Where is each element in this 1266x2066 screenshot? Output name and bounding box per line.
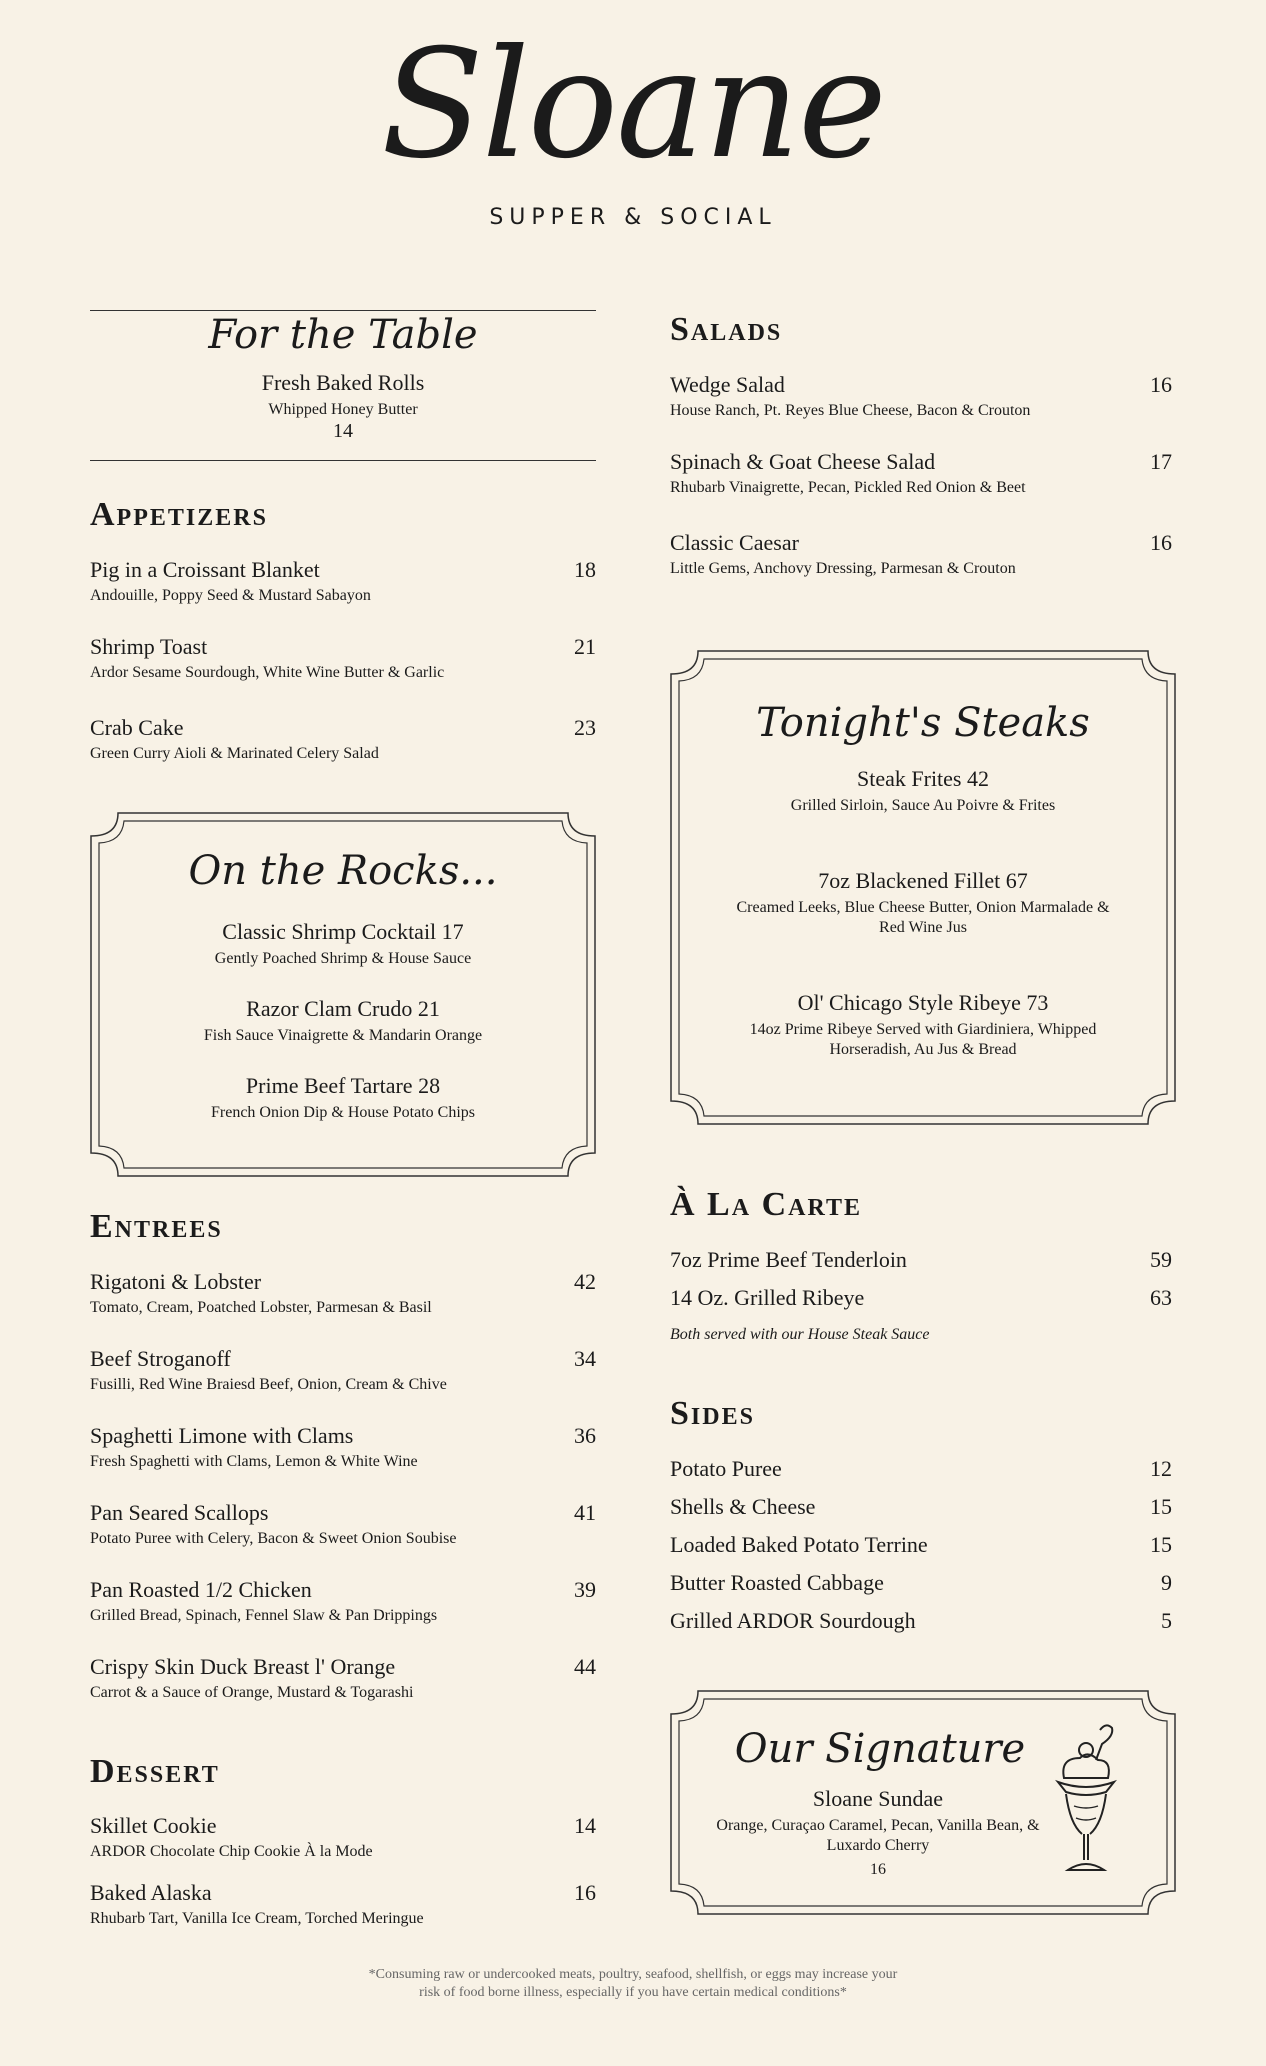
disclaimer-line-1: *Consuming raw or undercooked meats, poultry, seafood, shellfish, or eggs may increase your	[368, 1967, 898, 1982]
item-name: Beef Stroganoff	[90, 1346, 231, 1371]
item-price: 16	[574, 1880, 596, 1905]
for-the-table-item	[90, 370, 596, 443]
item-price: 42	[574, 1269, 596, 1294]
appetizers-heading: Appetizers	[90, 496, 268, 533]
menu-item	[670, 1532, 1172, 1558]
item-price: 23	[574, 715, 596, 740]
menu-item	[730, 868, 1116, 938]
item-desc: Tomato, Cream, Poatched Lobster, Parmesan & Basil	[90, 1299, 432, 1316]
item-price: 12	[1150, 1456, 1172, 1481]
item-name: Grilled ARDOR Sourdough	[670, 1608, 916, 1633]
a-la-carte-note: Both served with our House Steak Sauce	[670, 1326, 930, 1343]
menu-item	[90, 1423, 596, 1471]
entrees-heading: Entrees	[90, 1208, 223, 1245]
divider	[90, 460, 596, 461]
menu-item	[670, 372, 1172, 420]
right-column	[670, 0, 1172, 2066]
menu-item	[670, 530, 1172, 578]
signature-box	[670, 1690, 1176, 1915]
menu-item	[90, 634, 596, 682]
item-desc: Fusilli, Red Wine Braiesd Beef, Onion, Cream & Chive	[90, 1376, 447, 1393]
item-name: 7oz Blackened Fillet 67	[818, 868, 1028, 893]
item-desc: Green Curry Aioli & Marinated Celery Salad	[90, 745, 379, 762]
item-name: Wedge Salad	[670, 372, 785, 397]
item-price: 34	[574, 1346, 596, 1371]
item-price: 16	[1150, 530, 1172, 555]
sides-heading: Sides	[670, 1395, 755, 1432]
item-desc: French Onion Dip & House Potato Chips	[211, 1104, 475, 1121]
item-name: Razor Clam Crudo 21	[246, 996, 440, 1021]
menu-item	[90, 1654, 596, 1702]
item-name: Butter Roasted Cabbage	[670, 1570, 884, 1595]
item-price: 36	[574, 1423, 596, 1448]
sundae-icon	[1040, 1720, 1130, 1885]
menu-item	[670, 1456, 1172, 1482]
item-name: Pan Seared Scallops	[90, 1500, 269, 1525]
menu-item	[90, 1073, 596, 1123]
item-desc: Grilled Bread, Spinach, Fennel Slaw & Pan Drippings	[90, 1607, 438, 1624]
menu-item	[670, 1247, 1172, 1273]
brand-logo: Sloane	[381, 18, 885, 192]
for-the-table-title: For the Table	[208, 312, 478, 358]
menu-item	[730, 990, 1116, 1060]
menu-item	[90, 715, 596, 763]
menu-item	[730, 766, 1116, 816]
item-price: 18	[574, 557, 596, 582]
item-name: Steak Frites 42	[857, 766, 989, 791]
dessert-heading: Dessert	[90, 1753, 220, 1790]
item-desc: Andouille, Poppy Seed & Mustard Sabayon	[90, 587, 371, 604]
menu-item	[90, 1269, 596, 1317]
item-desc: Creamed Leeks, Blue Cheese Butter, Onion Marmalade & Red Wine Jus	[736, 899, 1110, 936]
menu-item	[90, 1813, 596, 1861]
item-desc: Potato Puree with Celery, Bacon & Sweet Onion Soubise	[90, 1530, 457, 1547]
item-desc: Rhubarb Tart, Vanilla Ice Cream, Torched Meringue	[90, 1910, 424, 1927]
item-desc: Ardor Sesame Sourdough, White Wine Butter & Garlic	[90, 664, 445, 681]
item-price: 14	[333, 420, 353, 442]
item-name: 7oz Prime Beef Tenderloin	[670, 1247, 907, 1272]
item-price: 16	[1150, 372, 1172, 397]
item-desc: Gently Poached Shrimp & House Sauce	[214, 950, 472, 967]
on-the-rocks-title: On the Rocks...	[188, 848, 498, 894]
item-name: Fresh Baked Rolls	[261, 370, 425, 395]
item-desc: Carrot & a Sauce of Orange, Mustard & Togarashi	[90, 1684, 414, 1701]
menu-item	[90, 1880, 596, 1928]
item-price: 15	[1150, 1494, 1172, 1519]
steaks-box	[670, 650, 1176, 1125]
item-name: Classic Shrimp Cocktail 17	[222, 919, 464, 944]
item-price: 15	[1150, 1532, 1172, 1557]
item-desc: ARDOR Chocolate Chip Cookie À la Mode	[90, 1843, 373, 1860]
item-name: Rigatoni & Lobster	[90, 1269, 262, 1294]
menu-item	[670, 449, 1172, 497]
item-desc: Orange, Curaçao Caramel, Pecan, Vanilla Bean, & Luxardo Cherry	[716, 1817, 1040, 1854]
item-name: Crispy Skin Duck Breast l' Orange	[90, 1654, 396, 1679]
salads-heading: Salads	[670, 311, 783, 348]
item-price: 63	[1150, 1285, 1172, 1310]
item-price: 59	[1150, 1247, 1172, 1272]
menu-item	[670, 1494, 1172, 1520]
menu-item	[90, 1577, 596, 1625]
steaks-title: Tonight's Steaks	[756, 700, 1090, 746]
item-name: 14 Oz. Grilled Ribeye	[670, 1285, 865, 1310]
item-price: 44	[574, 1654, 596, 1679]
item-desc: House Ranch, Pt. Reyes Blue Cheese, Bacon & Crouton	[670, 402, 1031, 419]
brand-tagline: SUPPER & SOCIAL	[489, 205, 777, 230]
item-name: Pig in a Croissant Blanket	[90, 557, 320, 582]
on-the-rocks-box	[90, 812, 596, 1177]
item-desc: Grilled Sirloin, Sauce Au Poivre & Frites	[790, 797, 1056, 814]
menu-item	[710, 1786, 1046, 1880]
item-name: Classic Caesar	[670, 530, 799, 555]
item-price: 17	[1150, 449, 1172, 474]
menu-item	[670, 1285, 1172, 1311]
item-name: Shrimp Toast	[90, 634, 208, 659]
item-desc: 14oz Prime Ribeye Served with Giardiniera, Whipped Horseradish, Au Jus & Bread	[749, 1021, 1097, 1058]
item-name: Ol' Chicago Style Ribeye 73	[797, 990, 1049, 1015]
item-desc: Fresh Spaghetti with Clams, Lemon & White Wine	[90, 1453, 418, 1470]
menu-item	[90, 1346, 596, 1394]
item-desc: Fish Sauce Vinaigrette & Mandarin Orange	[203, 1027, 483, 1044]
disclaimer-line-2: risk of food borne illness, especially if you have certain medical conditions*	[419, 1985, 847, 2000]
item-name: Crab Cake	[90, 715, 184, 740]
menu-item	[90, 1500, 596, 1548]
item-name: Spinach & Goat Cheese Salad	[670, 449, 936, 474]
item-name: Shells & Cheese	[670, 1494, 816, 1519]
item-desc: Rhubarb Vinaigrette, Pecan, Pickled Red Onion & Beet	[670, 479, 1026, 496]
item-price: 14	[574, 1813, 596, 1838]
menu-item	[90, 557, 596, 605]
item-desc: Little Gems, Anchovy Dressing, Parmesan & Crouton	[670, 560, 1016, 577]
item-name: Baked Alaska	[90, 1880, 212, 1905]
item-name: Pan Roasted 1/2 Chicken	[90, 1577, 312, 1602]
divider	[90, 310, 596, 311]
item-price: 5	[1161, 1608, 1172, 1633]
item-desc: Whipped Honey Butter	[268, 401, 418, 418]
item-name: Skillet Cookie	[90, 1813, 217, 1838]
item-price: 9	[1161, 1570, 1172, 1595]
menu-item	[90, 919, 596, 969]
item-name: Prime Beef Tartare 28	[245, 1073, 441, 1098]
health-disclaimer	[0, 1966, 1266, 2002]
item-price: 21	[574, 634, 596, 659]
item-price: 39	[574, 1577, 596, 1602]
item-price: 41	[574, 1500, 596, 1525]
left-column	[90, 0, 596, 2066]
signature-title: Our Signature	[734, 1726, 1026, 1772]
menu-item	[90, 996, 596, 1046]
menu-item	[670, 1608, 1172, 1634]
a-la-carte-heading: À La Carte	[670, 1186, 862, 1223]
item-name: Spaghetti Limone with Clams	[90, 1423, 354, 1448]
menu-item	[670, 1570, 1172, 1596]
item-name: Sloane Sundae	[812, 1786, 944, 1811]
item-price: 16	[870, 1861, 886, 1878]
item-name: Loaded Baked Potato Terrine	[670, 1532, 928, 1557]
item-name: Potato Puree	[670, 1456, 782, 1481]
